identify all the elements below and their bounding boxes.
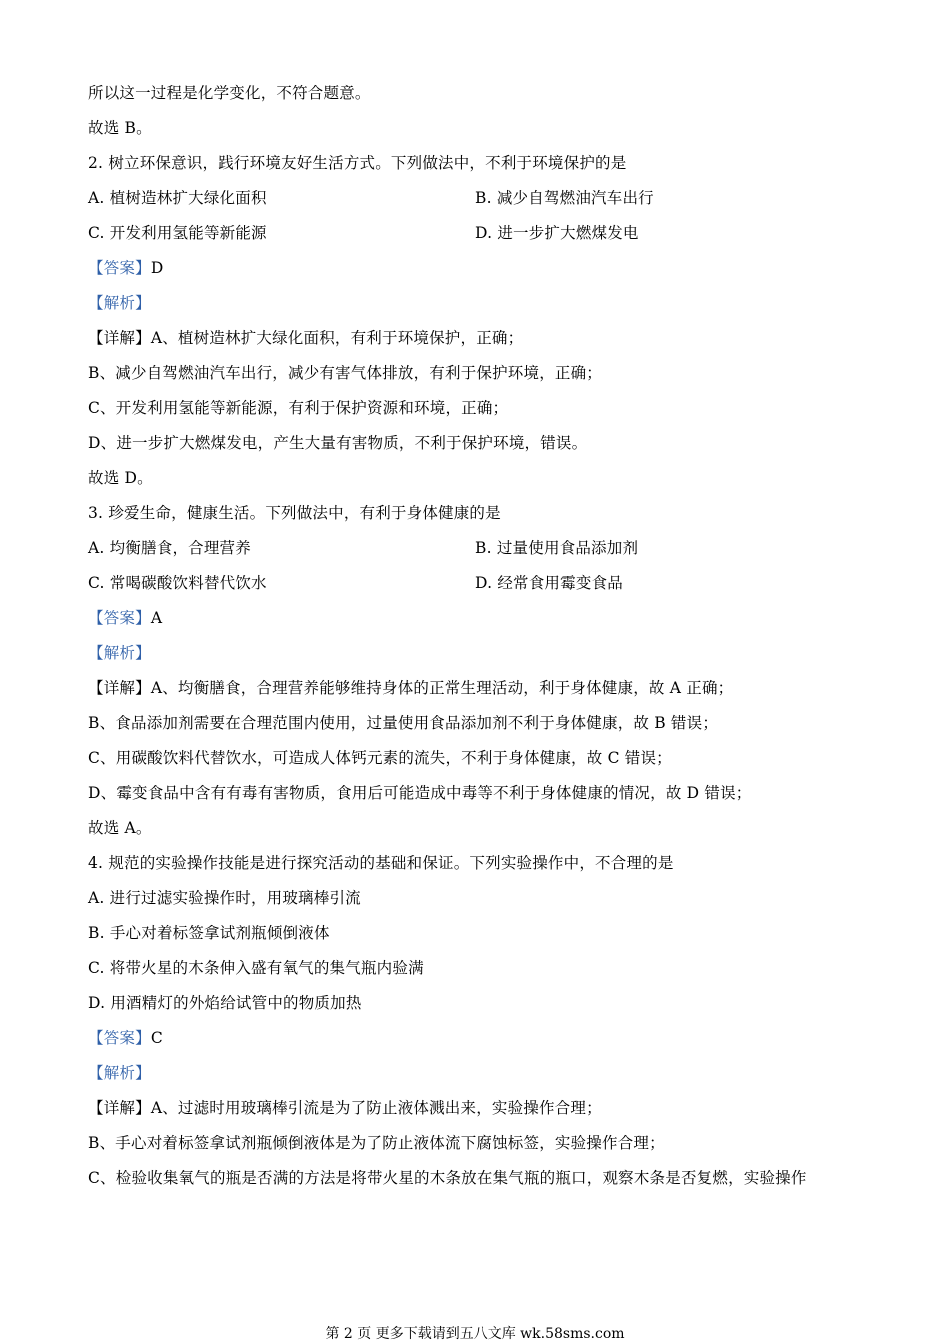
q3-detail-line: C、用碳酸饮料代替饮水，可造成人体钙元素的流失，不利于身体健康，故 C 错误；: [88, 749, 672, 767]
answer-value: C: [150, 1029, 163, 1047]
detail-text: A、过滤时用玻璃棒引流是为了防止液体溅出来，实验操作合理；: [150, 1099, 602, 1117]
q3-option-a: A. 均衡膳食，合理营养: [88, 539, 251, 557]
question-3-stem: 3. 珍爱生命，健康生活。下列做法中，有利于身体健康的是: [88, 504, 501, 522]
answer-value: D: [150, 259, 164, 277]
detail-tag: 【详解】: [88, 329, 151, 347]
q2-detail-line: B、减少自驾燃油汽车出行，减少有害气体排放，有利于保护环境，正确；: [88, 364, 602, 382]
q2-detail-line: D、进一步扩大燃煤发电，产生大量有害物质，不利于保护环境，错误。: [88, 434, 588, 452]
q2-conclusion: 故选 D。: [88, 469, 153, 487]
q2-option-a: A. 植树造林扩大绿化面积: [88, 189, 267, 207]
q2-answer: [88, 258, 163, 278]
q4-answer: [88, 1028, 163, 1048]
q4-option-b: B. 手心对着标签拿试剂瓶倾倒液体: [88, 924, 330, 942]
answer-tag: 【答案】: [88, 1029, 151, 1047]
q3-detail-line: B、食品添加剂需要在合理范围内使用，过量使用食品添加剂不利于身体健康，故 B 错误；: [88, 714, 719, 732]
q4-option-c: C. 将带火星的木条伸入盛有氧气的集气瓶内验满: [88, 959, 424, 977]
q3-analysis-tag: 【解析】: [88, 644, 151, 662]
detail-text: A、均衡膳食，合理营养能够维持身体的正常生理活动，利于身体健康，故 A 正确；: [150, 679, 734, 697]
answer-tag: 【答案】: [88, 609, 151, 627]
page-footer: 第 2 页 更多下载请到五八文库 wk.58sms.com: [325, 1326, 625, 1342]
answer-tag: 【答案】: [88, 259, 151, 277]
q3-detail-line: D、霉变食品中含有有毒有害物质，食用后可能造成中毒等不利于身体健康的情况，故 D 错误；: [88, 784, 752, 802]
q4-detail-line: C、检验收集氧气的瓶是否满的方法是将带火星的木条放在集气瓶的瓶口，观察木条是否复燃，实验操作: [88, 1169, 807, 1187]
detail-text: A、植树造林扩大绿化面积，有利于环境保护，正确；: [150, 329, 524, 347]
q2-detail-line: C、开发利用氢能等新能源，有利于保护资源和环境，正确；: [88, 399, 509, 417]
q2-option-c: C. 开发利用氢能等新能源: [88, 224, 267, 242]
q2-detail: [88, 328, 523, 348]
q4-option-a: A. 进行过滤实验操作时，用玻璃棒引流: [88, 889, 361, 907]
q3-answer: [88, 608, 162, 628]
q3-option-b: B. 过量使用食品添加剂: [475, 539, 639, 557]
question-2-stem: 2. 树立环保意识，践行环境友好生活方式。下列做法中，不利于环境保护的是: [88, 154, 627, 172]
q3-option-c: C. 常喝碳酸饮料替代饮水: [88, 574, 267, 592]
answer-value: A: [150, 609, 163, 627]
q3-option-d: D. 经常食用霉变食品: [475, 574, 623, 592]
q3-detail: [88, 678, 733, 698]
question-4-stem: 4. 规范的实验操作技能是进行探究活动的基础和保证。下列实验操作中，不合理的是: [88, 854, 674, 872]
detail-tag: 【详解】: [88, 1099, 151, 1117]
q4-analysis-tag: 【解析】: [88, 1064, 151, 1082]
q4-detail: [88, 1098, 602, 1118]
text-line: 故选 B。: [88, 119, 152, 137]
q3-conclusion: 故选 A。: [88, 819, 152, 837]
q4-detail-line: B、手心对着标签拿试剂瓶倾倒液体是为了防止液体流下腐蚀标签，实验操作合理；: [88, 1134, 665, 1152]
q4-option-d: D. 用酒精灯的外焰给试管中的物质加热: [88, 994, 362, 1012]
detail-tag: 【详解】: [88, 679, 151, 697]
q2-option-d: D. 进一步扩大燃煤发电: [475, 224, 639, 242]
q2-option-b: B. 减少自驾燃油汽车出行: [475, 189, 654, 207]
q2-analysis-tag: 【解析】: [88, 294, 151, 312]
text-line: 所以这一过程是化学变化，不符合题意。: [88, 84, 371, 102]
